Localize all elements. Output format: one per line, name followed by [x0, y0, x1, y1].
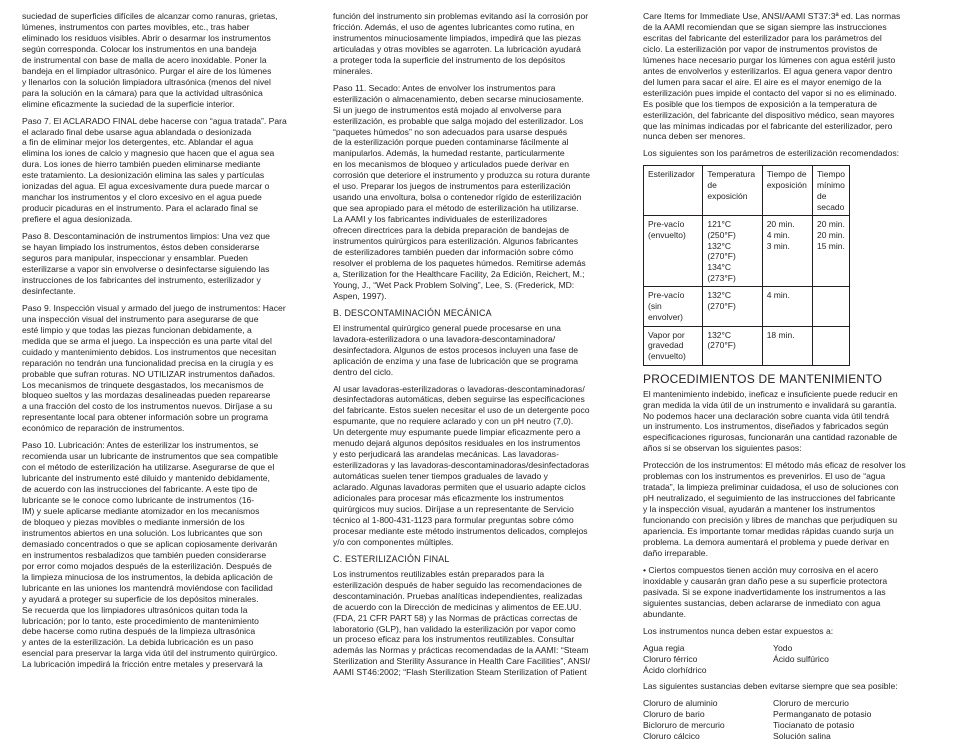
heading-mechanical-decontamination: B. DESCONTAMINACIÓN MECÁNICA — [333, 307, 492, 318]
list-item: Yodo — [773, 642, 793, 653]
list-item: Ácido clorhídrico — [643, 664, 707, 675]
table-cell — [812, 326, 849, 365]
list-item: Cloruro de aluminio — [643, 698, 718, 709]
list-item: Solución salina — [773, 731, 831, 742]
paragraph-corrosive-compounds: • Ciertos compuestos tienen acción muy corrosiva en el acero inoxidable y causarán gran daño pese a su superficie protectora pasivada. Si se expone inadvertidamente los instrumentos a las siguientes sustancias, deben aclararse de inmediato con agua abundante. — [643, 564, 888, 619]
list-item: Cloruro de mercurio — [773, 698, 849, 709]
never-exposed-list — [643, 643, 935, 676]
table-row — [644, 326, 850, 365]
paragraph-final-sterilization: Los instrumentos reutilizables están preparados para la esterilización después de haber seguido las recomendaciones de descontaminación. Pruebas analíticas independientes, realizadas de acuerdo con la Dirección de medicinas y alimentos de EE.UU. (FDA, 21 CFR PART 58) y las Normas de prácticas correctas de laboratorio (GLP), han validado la esterilización por vapor como un proceso eficaz para los instrumentos reutilizables. Consultar además las Normas y prácticas recomendadas de la AAMI: “Steam Sterilization and Sterility Assurance in Health Care Facilities”, ANSI/ AAMI ST46:2002; “Flash Sterilization Steam Sterilization of Patient — [333, 568, 590, 678]
table-cell: 132°C (270°F) — [703, 326, 762, 365]
avoid-list-right — [773, 698, 923, 742]
paragraph-step-10: Paso 10. Lubricación: Antes de esterilizar los instrumentos, se recomienda usar un lubricante de instrumentos que sea compatible con el método de esterilización ha utilizarse. Asegurarse de que el lubricante del instrumento esté diluido y mantenido debidamente, de acuerdo con las instrucciones del fabricante. A este tipo de lubricante se le conoce como lubricante de instrumentos (16- IM) y suele aplicarse mediante atomizador en los mecanismos de bloqueo y piezas movibles o mediante inmersión de los instrumentos abiertos en una solución. Los lubricantes que son demasiado concentrados o que se aplican copiosamente derivarán en instrumentos resbaladizos que también pueden considerarse por error como mojados después de la esterilización. Después de la limpieza minuciosa de los instrumentos, la debida aplicación de lubricante en las uniones los mantendrá moviéndose con facilidad y ayudará a proteger su superficie de los depósitos minerales. Se recuerda que los limpiadores ultrasónicos quitan toda la lubricación; por lo tanto, este procedimiento de mantenimiento debe hacerse como rutina después de la limpieza ultrasónica y antes de la esterilización. La debida lubricación es un paso esencial para preservar la larga vida útil del instrumento quirúrgico. La lubricación impedirá la fricción entre metales y preservará la — [22, 440, 279, 670]
never-exposed-list-left — [643, 643, 773, 676]
table-cell: Pre-vacío (envuelto) — [644, 216, 703, 287]
paragraph-mechanical-1: El instrumental quirúrgico general puede procesarse en una lavadora-esterilizadora o una lavadora-descontaminadora/ desinfectadora. Algunos de estos procesos incluyen una fase de aplicación de enzima y una fase de lubricación que se programa dentro del ciclo. — [333, 322, 579, 377]
paragraph-step-9: Paso 9. Inspección visual y armado del juego de instrumentos: Hacer una inspección visual del instrumento para asegurarse de que esté limpio y que todas las piezas funcionan debidamente, a medida que se arma el juego. La inspección es una parte vital del cuidado y mantenimiento debidos. Los instrumentos que necesitan reparación no tendrán una funcionalidad precisa en la cirugía y es probable que sufran roturas. NO UTILIZAR instrumentos dañados. Los mecanismos de trinquete desgastados, los mecanismos de bloqueo sueltos y las mordazas desalineadas pueden reparearse a una fracción del costo de los instrumentos nuevos. Diríjase a su representante local para obtener información sobre un programa económico de reparación de instrumentos. — [22, 302, 286, 434]
avoid-list-left — [643, 698, 773, 742]
table-cell: 18 min. — [762, 326, 812, 365]
paragraph-ultrasonic: suciedad de superficies difíciles de alcanzar como ranuras, grietas, lúmenes, instrumentos con partes movibles, etc., tras haber eliminado los residuos visibles. Abrir o desarmar los instrumentos según corresponda. Colocar los instrumentos en una bandeja de instrumental con base de malla de acero inoxidable. Poner la bandeja en el limpiador ultrasónico. Purgar el aire de los lúmenes y llenarlos con la solución limpiadora ultrasónica (menos del nivel para la solución en la cámara) para que la actividad ultrasónica elimine eficazmente la suciedad de la superficie interior. — [22, 11, 278, 109]
list-item: Agua regia — [643, 642, 685, 653]
avoid-list — [643, 698, 935, 742]
table-cell: 20 min. 4 min. 3 min. — [762, 216, 812, 287]
paragraph-protection: Protección de los instrumentos: El método más eficaz de resolver los problemas con los instrumentos es prevenirlos. El uso de “agua tratada”, la limpieza preliminar cuidadosa, el uso de soluciones con pH neutralizado, el seguimiento de las instrucciones del fabricante y la inspección visual, ayudarán a mantener los instrumentos funcionando con precisión y libres de manchas que perjudiquen su apariencia. Es importante tomar medidas rápidas cuando surja un problema. La demora aumentará el problema y puede derivar en daño irreparable. — [643, 460, 906, 558]
table-cell — [812, 287, 849, 326]
table-cell: 132°C (270°F) — [703, 287, 762, 326]
never-exposed-list-right — [773, 643, 923, 676]
table-cell: Pre-vacío (sin envolver) — [644, 287, 703, 326]
table-header-row — [644, 166, 850, 216]
list-item: Bicloruro de mercurio — [643, 720, 725, 731]
table-header-cell: Tiempo de exposición — [762, 166, 812, 216]
paragraph-never-exposed: Los instrumentos nunca deben estar expuestos a: — [643, 625, 834, 636]
table-cell: 20 min. 20 min. 15 min. — [812, 216, 849, 287]
paragraph-parameters-intro: Los siguientes son los parámetros de esterilización recomendados: — [643, 148, 900, 159]
paragraph-mechanical-2: Al usar lavadoras-esterilizadoras o lavadoras-descontaminadoras/ desinfectadoras automáticas, deben seguirse las especificaciones del fabricante. Estos suelen necesitar el uso de un detergente poco espumante, que no requiere aclarado y con un pH neutro (7,0). Un detergente muy espumante puede limpiar eficazmente pero a menudo dejará algunos depósitos residuales en los instrumentos y esto perjudicará las arandelas mecánicas. Las lavadoras- esterilizadoras y las lavadoras-descontaminadoras/desinfectadoras automáticas suelen tener tiempos graduales de lavado y aclarado. Algunas lavadoras permiten que el usuario adapte ciclos adicionales para procesar más eficazmente los instrumentos quirúrgicos muy sucios. Diríjase a un representante de Servicio técnico al 1-800-431-1123 para formular preguntas sobre cómo procesar mediante este método instrumentos delicados, complejos y/o con componentes múltiples. — [333, 383, 590, 547]
paragraph-aami: Care Items for Immediate Use, ANSI/AAMI ST37:3ª ed. Las normas de la AAMI recomiendan que se sigan siempre las instrucciones escritas del fabricante del esterilizador para los parámetros del ciclo. La esterilización por vapor de instrumentos provistos de lúmenes hace necesario purgar los lúmenes con agua estéril justo antes de envolverlos y esterilizarlos. El agua genera vapor dentro del lumen para sacar el aire. El aire es el mayor enemigo de la esterilización pues impide el contacto del vapor si no es eliminado. Es posible que los tiempos de exposición a la temperatura de esterilización, del fabricante del dispositivo médico, sean mayores que las mínimas indicadas por el fabricante del esterilizador, pero nunca deben ser menores. — [643, 11, 901, 142]
paragraph-lubrication-cont: función del instrumento sin problemas evitando así la corrosión por fricción. Además, el uso de agentes lubricantes como rutina, en instrumentos minuciosamente limpiados, impedirá que las piezas articuladas y otras movibles se agarroten. La lubricación ayudará a proteger toda la superficie del instrumento de los depósitos minerales. — [333, 11, 589, 76]
table-cell: 4 min. — [762, 287, 812, 326]
column-middle — [333, 11, 611, 684]
list-item: Cloruro de bario — [643, 709, 705, 720]
list-item: Cloruro férrico — [643, 653, 698, 664]
list-item: Tiocianato de potasio — [773, 720, 855, 731]
table-row — [644, 287, 850, 326]
column-left — [22, 11, 300, 676]
heading-final-sterilization: C. ESTERILIZACIÓN FINAL — [333, 553, 450, 564]
table-header-cell: Esterilizador — [644, 166, 703, 216]
list-item: Permanganato de potasio — [773, 709, 872, 720]
list-item: Cloruro cálcico — [643, 731, 700, 742]
paragraph-avoid: Las siguientes sustancias deben evitarse siempre que sea posible: — [643, 681, 898, 692]
table-cell: 121°C (250°F) 132°C (270°F) 134°C (273°F) — [703, 216, 762, 287]
table-header-cell: Tiempo mínimo de secado — [812, 166, 849, 216]
list-item: Ácido sulfúrico — [773, 653, 829, 664]
column-right — [643, 11, 935, 748]
heading-maintenance: PROCEDIMIENTOS DE MANTENIMIENTO — [643, 371, 883, 386]
paragraph-step-8: Paso 8. Descontaminación de instrumentos limpios: Una vez que se hayan limpiado los instrumentos, éstos deben considerarse seguros para manipular, inspeccionar y ensamblar. Pueden esterilizarse a vapor sin envolverse o desinfectarse siguiendo las instrucciones de los fabricantes del instrumento, esterilizador y desinfectante. — [22, 231, 270, 296]
paragraph-step-7: Paso 7. El ACLARADO FINAL debe hacerse con “agua tratada”. Para el aclarado final debe usarse agua ablandada o desionizada a fin de eliminar mejor los detergentes, etc. Ablandar el agua elimina los iones de calcio y magnesio que hacen que el agua sea dura. Los iones de hierro también pueden eliminarse mediante este tratamiento. La desionización elimina las sales y partículas ionizadas del agua. El agua excesivamente dura puede marcar o manchar los instrumentos y el cloro excesivo en el agua puede producir picaduras en el instrumento. Para el aclarado final se prefiere el agua desionizada. — [22, 115, 287, 225]
paragraph-step-11: Paso 11. Secado: Antes de envolver los instrumentos para esterilización o almacenamiento, deben secarse minuciosamente. Si un juego de instrumentos está mojado al envolverse para esterilización, es probable que salga mojado del esterilizador. Los “paquetes húmedos” no son adecuados para usarse después de la esterilización porque pueden contaminarse fácilmente al manipularlos. Además, la humedad restante, particularmente en los mecanismos de bloqueo y articulados puede derivar en corrosión que deteriore el instrumento y produzca su rotura durante el uso. Preparar los juegos de instrumentos para esterilización usando una envoltura, bolsa o contenedor rígido de esterilización que sea apropiado para el método de esterilización ha utilizarse. La AAMI y los fabricantes individuales de esterilizadores ofrecen directrices para la debida preparación de bandejas de instrumentos quirúrgicos para esterilización. Algunos fabricantes de esterilizadores también pueden dar información sobre cómo resolver el problema de los paquetes húmedos. Remitirse además a, Sterilization for the Healthcare Facility, 2a Edición, Reichert, M.; Young, J., “Wet Pack Problem Solving”, Lee, S. (Frederick, MD: Aspen, 1997). — [333, 82, 590, 301]
table-header-cell: Temperatura de exposición — [703, 166, 762, 216]
sterilization-table — [643, 165, 850, 365]
table-row — [644, 216, 850, 287]
table-cell: Vapor por gravedad (envuelto) — [644, 326, 703, 365]
paragraph-maintenance-intro: El mantenimiento indebido, ineficaz e insuficiente puede reducir en gran medida la vida útil de un instrumento e invalidará su garantía. No podemos hacer una declaración sobre cuanta vida útil tendrá un instrumento. Los instrumentos, diseñados y fabricados según especificaciones rigurosas, funcionarán una cantidad razonable de años si se observan los siguientes pasos: — [643, 388, 898, 454]
